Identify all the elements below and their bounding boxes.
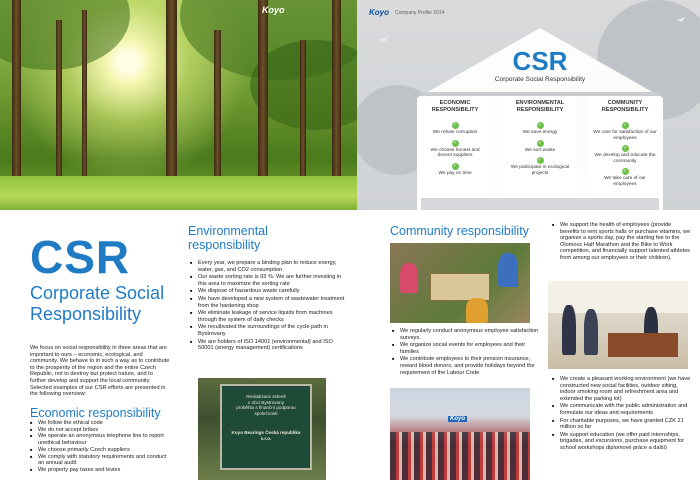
child-figure xyxy=(400,263,418,293)
tree-trunk xyxy=(332,0,341,192)
check-icon: ✓ xyxy=(622,145,628,152)
list-item: ■ We support the health of employees (provide benefits to rent sports halls or purchase vitamins, we organize a sports day, pay the starting fee to the Olomouc Half Marathon and the Bike to Work competition, and financially support talented athletes from among our employees or their children). xyxy=(550,222,692,262)
csr-heading: Corporate Social Responsibility xyxy=(30,283,165,324)
list-item: ■ We have developed a new system of wastewater treatment from the hardening shop xyxy=(188,296,348,309)
check-icon: ✓ xyxy=(622,122,628,128)
tree-trunk xyxy=(214,30,221,192)
list-item: ■ We follow the ethical code xyxy=(30,420,170,427)
sign-brand: Koyo Bearings Česká republika s.r.o. xyxy=(231,430,301,441)
child-figure xyxy=(466,298,488,323)
intro-paragraph: We focus on social responsibility in three areas that are important to ours – economic, ecological, and community. We behave to in such a way as to contribute to the prosperity of the region and the entire Czech Republic, not to destroy but protect nature, and to further develop and support the local community. Selected examples of our CSR efforts are presented in the following overview: xyxy=(30,345,170,398)
forest-photo xyxy=(0,0,357,210)
wooden-crafts xyxy=(430,273,490,301)
pillar-economic xyxy=(419,96,491,198)
pillar-item: We refuse corruption xyxy=(432,130,478,135)
sign-line: společnosti xyxy=(254,410,278,416)
tree-trunk xyxy=(166,0,177,192)
csr-spread xyxy=(0,210,700,482)
office-meeting-photo xyxy=(548,281,688,369)
list-item: ■ Every year, we prepare a binding plan to reduce energy, water, gas, and CO2 consumption xyxy=(188,260,348,273)
list-item: ■ Our waste sorting rate is 93 %. We are further investing in this area to maximize the sorting rate xyxy=(188,274,348,287)
list-item: ■ We create a pleasant working environment (we have constructed new social facilities, outdoor sitting, indoor smoking room and refreshment area and extended the parking lot) xyxy=(550,376,692,402)
csr-house-diagram xyxy=(415,26,665,210)
list-item: ■ We regularly conduct anonymous employee satisfaction surveys. xyxy=(390,328,540,341)
pillar-item: We take care of our employees xyxy=(604,176,646,187)
check-icon: ✓ xyxy=(452,162,458,169)
list-item: ■ We contribute employees to their pension insurance, reward blood donors, and provide holidays beyond the requirement of the Labour Code xyxy=(390,356,540,376)
pillar-item: We develop and educate the community xyxy=(594,153,656,164)
house-subtitle: Corporate Social Responsibility xyxy=(494,76,586,83)
check-icon: ✓ xyxy=(537,157,543,164)
list-item: ■ We dispose of hazardous waste carefully xyxy=(188,288,348,295)
environmental-list xyxy=(188,260,348,353)
pillar-community xyxy=(589,96,661,198)
company-profile-page xyxy=(357,0,700,210)
list-item: ■ We organize social events for employees and their families xyxy=(390,342,540,355)
tree-trunk xyxy=(12,0,21,192)
employee-health-list xyxy=(550,222,692,263)
check-icon: ✓ xyxy=(537,122,543,128)
pillar-title: ECONOMIC RESPONSIBILITY xyxy=(431,100,479,113)
tree-trunk xyxy=(258,0,268,192)
pillar-item: We participate in ecological projects xyxy=(510,165,570,176)
list-item: ■ We comply with statutory requirements and conduct an annual audit xyxy=(30,454,170,467)
community-heading: Community responsibility xyxy=(390,224,529,238)
environmental-heading: Environmental responsibility xyxy=(188,224,268,252)
team-event-photo xyxy=(390,388,530,480)
profile-title: Company Profile 2014 xyxy=(395,9,445,16)
csr-big-title: CSR xyxy=(30,231,131,283)
list-item: ■ We communicate with the public administration and formulate our ideas and requirements xyxy=(550,403,692,416)
sign-line: Revitalizace zeleně xyxy=(246,394,286,399)
tree-trunk xyxy=(56,20,62,192)
revitalization-sign-photo xyxy=(198,378,326,480)
child-figure xyxy=(498,253,518,287)
economic-list xyxy=(30,420,170,474)
photo-logo: Koyo xyxy=(262,5,285,15)
pillar-title: COMMUNITY RESPONSIBILITY xyxy=(601,100,649,113)
list-item: ■ We operate an anonymous telephone line to report unethical behaviour xyxy=(30,433,170,446)
sign-line: v obci Bystrovany xyxy=(248,399,284,405)
children-activity-photo xyxy=(390,243,530,323)
economic-heading: Economic responsibility xyxy=(30,406,161,420)
list-item: ■ We properly pay taxes and levies xyxy=(30,467,170,474)
pillar-title: ENVIRONMENTAL RESPONSIBILITY xyxy=(515,100,565,113)
list-item: ■ We support education (we offer paid internships, brigades, and excursions, purchase equipment for school workshops diplomové práce a další) xyxy=(550,432,692,452)
team-koyo-logo: Koyo xyxy=(450,416,465,422)
tree-trunk xyxy=(82,10,87,192)
community-list xyxy=(390,328,540,377)
tree-trunk xyxy=(300,40,306,192)
list-item: ■ We do not accept bribes xyxy=(30,427,170,434)
pillar-item: We care for satisfaction of our employees xyxy=(593,130,657,141)
check-icon: ✓ xyxy=(452,139,458,146)
koyo-logo: Koyo xyxy=(369,8,389,17)
list-item: ■ We recultivated the surroundings of the cycle path in Bystrovany xyxy=(188,324,348,337)
profile-header xyxy=(369,8,444,17)
pillar-item: We choose honest and decent suppliers xyxy=(430,147,480,159)
sign-plate xyxy=(220,384,312,470)
pillar-item: We pay on time xyxy=(438,170,472,176)
person-figure xyxy=(562,305,576,355)
house-title: CSR xyxy=(512,46,568,76)
crowd xyxy=(390,432,530,480)
check-icon: ✓ xyxy=(452,122,458,128)
pillar-environmental xyxy=(504,96,576,198)
grass xyxy=(0,176,357,210)
pillar-item: We save energy xyxy=(522,130,558,135)
check-icon: ✓ xyxy=(537,139,543,146)
table xyxy=(608,333,678,357)
community-support-list xyxy=(550,376,692,453)
list-item: ■ We eliminate leakage of service liquids from machines through the system of daily checks xyxy=(188,310,348,323)
check-icon: ✓ xyxy=(622,168,628,175)
list-item: ■ We choose primarily Czech suppliers xyxy=(30,447,170,454)
sign-line: proběhla s finanční podporou xyxy=(236,405,296,411)
pillar-item: We sort waste xyxy=(524,147,556,153)
list-item: ■ We are holders of ISO 14001 (environmental) and ISO 50001 (energy management) certifications xyxy=(188,339,348,352)
person-figure xyxy=(584,309,598,355)
list-item: ■ For charitable purposes, we have granted CZK 21 million so far xyxy=(550,418,692,431)
